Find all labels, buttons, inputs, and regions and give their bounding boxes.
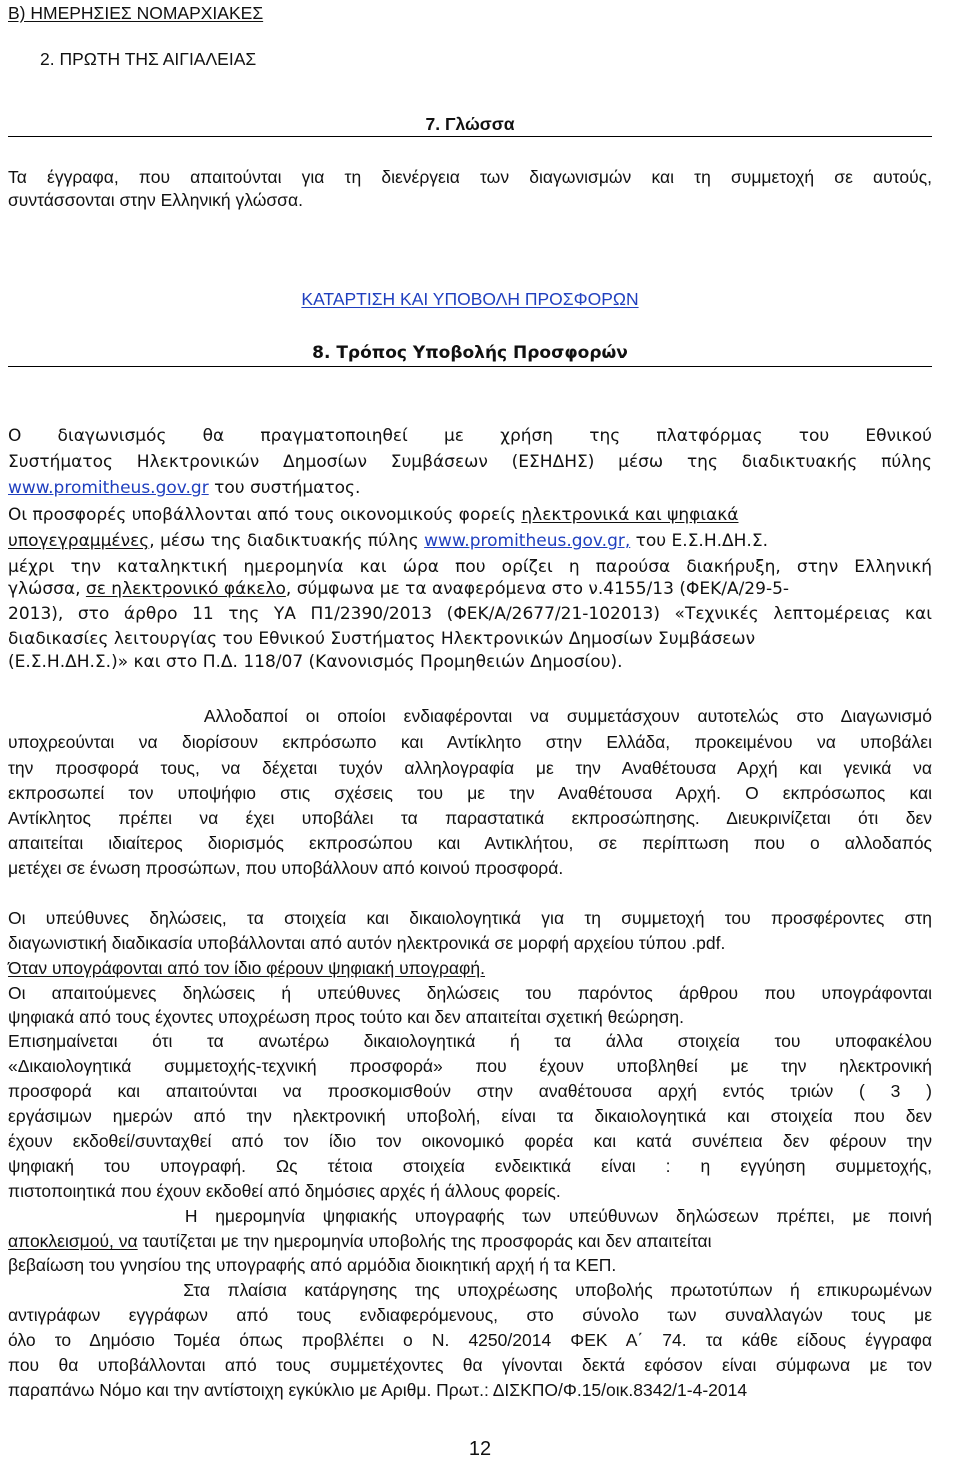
promitheus-link[interactable]: www.promitheus.gov.gr [8,478,209,498]
underlined-text: ηλεκτρονικά και ψηφιακά [521,505,739,525]
body-line: Συστήματος Ηλεκτρονικών Δημοσίων Συμβάσεων (ΕΣΗΔΗΣ) μέσω της διαδικτυακής πύλης [8,452,932,472]
body-line: Η ημερομηνία ψηφιακής υπογραφής των υπεύθυνων δηλώσεων πρέπει, με ποινή [8,1206,932,1226]
section-heading: Β) ΗΜΕΡΗΣΙΕΣ ΝΟΜΑΡΧΙΑΚΕΣ [8,3,264,23]
body-line: πιστοποιητικά που έχουν εκδοθεί από δημόσιες αρχές ή άλλους φορείς. [8,1181,561,1201]
body-line: 2013), στο άρθρο 11 της ΥΑ Π1/2390/2013 (ΦΕΚ/Α/2677/21-102013) «Τεχνικές λεπτομέρειας και [8,604,932,624]
newspaper-name: 2. ΠΡΩΤΗ ΤΗΣ ΑΙΓΙΑΛΕΙΑΣ [40,49,257,69]
body-line: την προσφορά τους, να δέχεται τυχόν αλληλογραφία με την Αναθέτουσα Αρχή και γενικά να [8,758,932,778]
body-line: βεβαίωση του γνησίου της υπογραφής από αρμόδια διοικητική αρχή ή τα ΚΕΠ. [8,1255,617,1275]
body-line: Οι απαιτούμενες δηλώσεις ή υπεύθυνες δηλώσεις του παρόντος άρθρου που υπογράφονται [8,983,932,1003]
body-line: όλο το Δημόσιο Τομέα όπως προβλέπει ο Ν. 4250/2014 ΦΕΚ Α΄ 74. τα κάθε είδους έγγραφα [8,1330,932,1350]
body-line: εργάσιμων ημερών από την ηλεκτρονική υποβολή, είναι τα δικαιολογητικά και στοιχεία που δεν [8,1106,932,1126]
promitheus-link[interactable]: www.promitheus.gov.gr, [424,531,631,551]
body-line: διαδικασίες λειτουργίας του Εθνικού Συστήματος Ηλεκτρονικών Δημοσίων Συμβάσεων [8,629,756,649]
body-line: Αντίκλητος πρέπει να έχει υποβάλει τα παραστατικά εκπροσώπησης. Διευκρινίζεται ότι δεν [8,808,932,828]
language-text-line: Τα έγγραφα, που απαιτούνται για τη διενέργεια των διαγωνισμών και τη συμμετοχή σε αυτούς, [8,167,932,187]
body-line: αντιγράφων εγγράφων από τους ενδιαφερόμενους, στο σύνολο των συναλλαγών τους με [8,1305,932,1325]
body-line [8,578,932,600]
body-text: , σύμφωνα με τα αναφερόμενα στο ν.4155/13 (ΦΕΚ/Α/29-5- [285,579,790,599]
body-line: Οι υπεύθυνες δηλώσεις, τα στοιχεία και δικαιολογητικά για τη συμμετοχή του προσφέροντες στη [8,908,932,928]
body-line: «Δικαιολογητικά συμμετοχής-τεχνική προσφορά» που έχουν υποβληθεί με την ηλεκτρονική [8,1056,932,1076]
title-underline [8,366,932,367]
body-text: του συστήματος. [208,478,361,498]
body-line: (Ε.Σ.Η.ΔΗ.Σ.)» και στο Π.Δ. 118/07 (Κανονισμός Προμηθειών Δημοσίου). [8,652,623,672]
body-line [8,504,932,526]
body-line: Όταν υπογράφονται από τον ίδιο φέρουν ψηφιακή υπογραφή. [8,958,485,978]
part-title: ΚΑΤΑΡΤΙΣΗ ΚΑΙ ΥΠΟΒΟΛΗ ΠΡΟΣΦΟΡΩΝ [301,289,639,309]
body-line: που θα υποβάλλονται από τους συμμετέχοντες θα γίνονται δεκτά εφόσον είναι σύμφωνα με τον [8,1355,932,1375]
submission-title: 8. Τρόπος Υποβολής Προσφορών [312,343,628,363]
language-text-line: συντάσσονται στην Ελληνική γλώσσα. [8,190,303,210]
page-number: 12 [468,1438,492,1460]
title-underline [8,136,932,137]
body-line: μετέχει σε ένωση προσώπων, που υποβάλλουν από κοινού προσφορά. [8,858,564,878]
body-line: Ο διαγωνισμός θα πραγματοποιηθεί με χρήση της πλατφόρμας του Εθνικού [8,426,932,446]
body-line: υποχρεούνται να διορίσουν εκπρόσωπο και Αντίκλητο στην Ελλάδα, προκειμένου να υποβάλει [8,732,932,752]
body-line: διαγωνιστική διαδικασία υποβάλλονται από αυτόν ηλεκτρονικά σε μορφή αρχείου τύπου .pdf. [8,933,726,953]
body-line: έχουν εκδοθεί/συνταχθεί από τον ίδιο τον οικονομικό φορέα και κατά συνέπεια δεν φέρουν την [8,1131,932,1151]
body-text: του Ε.Σ.Η.ΔΗ.Σ. [630,531,768,551]
body-text: , μέσω της διαδικτυακής πύλης [149,531,425,551]
language-title: 7. Γλώσσα [425,114,515,134]
underlined-text: σε ηλεκτρονικό φάκελο [85,579,286,599]
body-line [8,530,932,552]
body-line: Στα πλαίσια κατάργησης της υποχρέωσης υποβολής πρωτοτύπων ή επικυρωμένων [8,1280,932,1300]
body-line [8,1230,932,1252]
body-line: εκπροσωπεί τον υποψήφιο στις σχέσεις του με την Αναθέτουσα Αρχή. Ο εκπρόσωπος και [8,783,932,803]
body-line [8,477,932,499]
body-text: Οι προσφορές υποβάλλονται από τους οικονομικούς φορείς [8,505,522,525]
body-line: ψηφιακή του υπογραφή. Ως τέτοια στοιχεία ενδεικτικά είναι : η εγγύηση συμμετοχής, [8,1156,932,1176]
body-line: μέχρι την καταληκτική ημερομηνία και ώρα που ορίζει η παρούσα διακήρυξη, στην Ελληνική [8,557,932,577]
body-text: ταυτίζεται με την ημερομηνία υποβολής της προσφοράς και δεν απαιτείται [137,1231,712,1251]
underlined-text: υπογεγραμμένες [8,531,150,551]
body-line: απαιτείται ιδιαίτερος διορισμός εκπροσώπου και Αντικλήτου, σε περίπτωση που ο αλλοδαπός [8,833,932,853]
body-line: Αλλοδαποί οι οποίοι ενδιαφέρονται να συμμετάσχουν αυτοτελώς στο Διαγωνισμό [8,706,932,726]
body-line: ψηφιακά από τους έχοντες υποχρέωση προς τούτο και δεν απαιτείται σχετική θεώρηση. [8,1007,684,1027]
body-text: γλώσσα, [8,579,86,599]
body-line: προσφορά και απαιτούνται να προσκομισθούν στην αναθέτουσα αρχή εντός τριών ( 3 ) [8,1081,932,1101]
body-line: παραπάνω Νόμο και την αντίστοιχη εγκύκλιο με Αριθμ. Πρωτ.: ΔΙΣΚΠΟ/Φ.15/οικ.8342/1-4-2014 [8,1380,748,1400]
underlined-text: αποκλεισμού, να [8,1231,138,1251]
body-line: Επισημαίνεται ότι τα ανωτέρω δικαιολογητικά ή τα άλλα στοιχεία του υποφακέλου [8,1031,932,1051]
